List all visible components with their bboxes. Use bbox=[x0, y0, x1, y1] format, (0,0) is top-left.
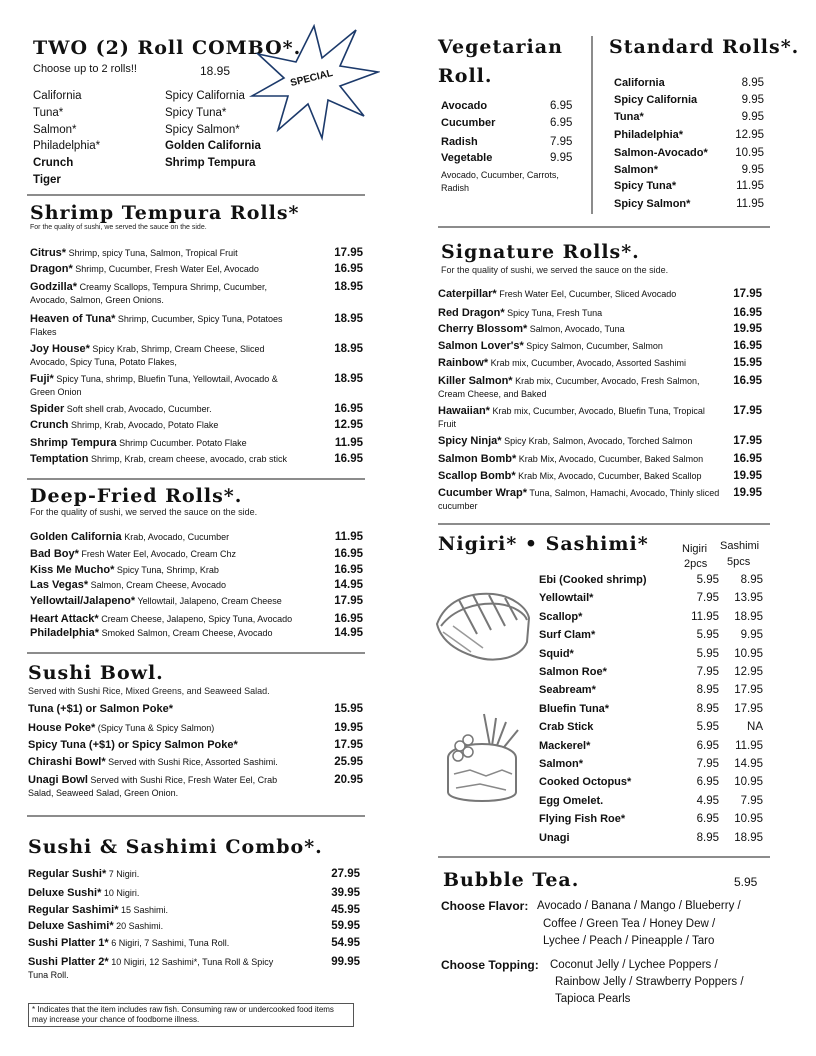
item-price: 11.95 bbox=[334, 437, 363, 449]
combo-option: Golden California bbox=[165, 140, 261, 153]
nigiri-item: Salmon* bbox=[539, 758, 584, 770]
item-name: Salmon Bomb* bbox=[438, 453, 517, 465]
nigiri-price: 5.95 bbox=[696, 721, 719, 734]
nigiri-item: Crab Stick bbox=[539, 721, 594, 734]
item-price: 18.95 bbox=[334, 281, 363, 293]
standard-item: Spicy Tuna* bbox=[614, 180, 677, 192]
menu-item bbox=[30, 595, 310, 608]
standard-list bbox=[614, 77, 770, 217]
item-desc: Krab Mix, Avocado, Cucumber, Baked Salmon bbox=[516, 454, 704, 464]
nigiri-col-pcs: 2pcs bbox=[684, 558, 708, 570]
item-name: Spicy Ninja* bbox=[438, 435, 502, 447]
item-price: 18.95 bbox=[334, 343, 363, 355]
item-price: 39.95 bbox=[331, 887, 360, 899]
nigiri-price: 4.95 bbox=[696, 794, 719, 807]
divider bbox=[438, 523, 770, 525]
item-name: Joy House* bbox=[30, 343, 90, 355]
sashimi-price: 13.95 bbox=[734, 592, 763, 605]
combo-option: Tuna* bbox=[33, 106, 64, 119]
sashimi-price: 18.95 bbox=[734, 831, 763, 844]
topping-line-3: Tapioca Pearls bbox=[555, 993, 631, 1005]
nigiri-price: 8.95 bbox=[696, 702, 719, 715]
item-name: Red Dragon* bbox=[438, 307, 505, 319]
item-desc: Served with Sushi Rice, Fresh Water Eel, Crab Salad, Seaweed Salad, Green Onion. bbox=[28, 775, 278, 798]
item-price: 16.95 bbox=[334, 453, 363, 465]
item-desc: Salmon, Cream Cheese, Avocado bbox=[88, 580, 227, 590]
sashimi-price: 14.95 bbox=[734, 758, 763, 770]
menu-item bbox=[28, 756, 298, 769]
item-price: 16.95 bbox=[334, 548, 363, 560]
item-name: Las Vegas* bbox=[30, 579, 89, 591]
item-name: Philadelphia* bbox=[30, 627, 100, 639]
shrimp-list bbox=[30, 247, 368, 477]
menu-item bbox=[30, 373, 298, 399]
topping-line-1: Coconut Jelly / Lychee Poppers / bbox=[550, 959, 718, 971]
nigiri-list bbox=[539, 574, 769, 849]
item-desc: (Spicy Tuna & Spicy Salmon) bbox=[95, 723, 215, 733]
footnote: * Indicates that the item includes raw fish. Consuming raw or undercooked food items may increase your chance of foodborne illness. bbox=[28, 1003, 354, 1027]
menu-item bbox=[30, 247, 298, 260]
item-price: 17.95 bbox=[334, 247, 363, 259]
divider bbox=[438, 226, 770, 228]
item-price: 16.95 bbox=[733, 453, 762, 465]
item-price: 18.95 bbox=[334, 313, 363, 325]
menu-item bbox=[438, 340, 724, 353]
item-name: Heaven of Tuna* bbox=[30, 313, 116, 325]
menu-item bbox=[438, 405, 724, 431]
topping-label: Choose Topping: bbox=[441, 958, 539, 972]
item-desc: Shrimp Cucumber. Potato Flake bbox=[116, 438, 247, 448]
menu-item bbox=[28, 937, 278, 950]
combo-option: Spicy Salmon* bbox=[165, 123, 240, 136]
menu-item bbox=[438, 487, 724, 513]
divider-vertical bbox=[591, 36, 593, 214]
sashimi-price: 10.95 bbox=[734, 647, 763, 660]
nigiri-item: Ebi (Cooked shrimp) bbox=[539, 574, 647, 586]
menu-item bbox=[30, 627, 310, 640]
item-price: 17.95 bbox=[733, 288, 762, 300]
veg-price: 9.95 bbox=[550, 152, 573, 164]
item-name: Crunch bbox=[30, 419, 69, 431]
standard-item: Spicy California bbox=[614, 94, 698, 106]
veg-item: Cucumber bbox=[441, 117, 496, 129]
item-desc: Smoked Salmon, Cream Cheese, Avocado bbox=[99, 628, 273, 638]
item-desc: 10 Nigiri, 12 Sashimi*, Tuna Roll & Spicy Tuna Roll. bbox=[28, 957, 274, 980]
item-price: 14.95 bbox=[334, 579, 363, 591]
menu-item bbox=[438, 288, 724, 301]
item-desc: Krab mix, Cucumber, Avocado, Assorted Sashimi bbox=[488, 358, 687, 368]
item-desc: 6 Nigiri, 7 Sashimi, Tuna Roll. bbox=[108, 938, 230, 948]
item-desc: Creamy Scallops, Tempura Shrimp, Cucumber, Avocado, Salmon, Green Onions. bbox=[30, 282, 267, 305]
combo-option: California bbox=[33, 90, 82, 102]
item-price: 17.95 bbox=[334, 739, 363, 751]
menu-item bbox=[30, 531, 310, 544]
nigiri-item: Bluefin Tuna* bbox=[539, 702, 610, 715]
standard-price: 9.95 bbox=[741, 94, 764, 106]
standard-price: 12.95 bbox=[735, 129, 764, 141]
item-price: 19.95 bbox=[733, 323, 762, 335]
veg-price: 6.95 bbox=[550, 117, 573, 129]
menu-item bbox=[30, 548, 310, 561]
item-desc: Krab Mix, Avocado, Cucumber, Baked Scallop bbox=[515, 471, 702, 481]
menu-item bbox=[30, 453, 298, 466]
item-desc: Shrimp, Cucumber, Spicy Tuna, Potatoes Flakes bbox=[30, 314, 283, 337]
item-name: Tuna (+$1) or Salmon Poke* bbox=[28, 703, 173, 715]
combo-option: Tiger bbox=[33, 174, 61, 186]
item-desc: Spicy Krab, Salmon, Avocado, Torched Salmon bbox=[501, 436, 693, 446]
deep-list bbox=[30, 531, 368, 651]
sashimi-price: 17.95 bbox=[734, 684, 763, 697]
standard-item: Spicy Salmon* bbox=[614, 198, 691, 210]
standard-price: 9.95 bbox=[741, 111, 764, 123]
menu-item bbox=[438, 375, 724, 401]
item-desc: Shrimp, spicy Tuna, Salmon, Tropical Fruit bbox=[66, 248, 238, 258]
item-desc: Shrimp, Krab, Avocado, Potato Flake bbox=[68, 420, 219, 430]
item-desc: Spicy Tuna, shrimp, Bluefin Tuna, Yellowtail, Avocado & Green Onion bbox=[30, 374, 278, 397]
item-desc: Spicy Krab, Shrimp, Cream Cheese, Sliced Avocado, Spicy Tuna, Potato Flakes, bbox=[30, 344, 265, 367]
veg-item: Vegetable bbox=[441, 152, 493, 164]
item-name: Killer Salmon* bbox=[438, 375, 513, 387]
item-name: Scallop Bomb* bbox=[438, 470, 516, 482]
nigiri-price: 6.95 bbox=[696, 739, 719, 752]
menu-item bbox=[28, 722, 298, 735]
item-name: Fuji* bbox=[30, 373, 54, 385]
nigiri-item: Scallop* bbox=[539, 610, 583, 623]
combo-option: Spicy California bbox=[165, 90, 245, 102]
bowl-title: Sushi Bowl. bbox=[28, 662, 164, 684]
item-price: 16.95 bbox=[733, 340, 762, 352]
item-desc: 7 Nigiri. bbox=[106, 869, 140, 879]
flavor-label: Choose Flavor: bbox=[441, 899, 529, 913]
standard-item: Salmon-Avocado* bbox=[614, 147, 708, 159]
menu-item bbox=[30, 263, 298, 276]
item-price: 19.95 bbox=[334, 722, 363, 734]
item-desc: Yellowtail, Jalapeno, Cream Cheese bbox=[135, 596, 282, 606]
menu-item bbox=[30, 403, 298, 416]
item-price: 16.95 bbox=[334, 403, 363, 415]
item-desc: 10 Nigiri. bbox=[101, 888, 140, 898]
sashimi-col-pcs: 5pcs bbox=[727, 556, 751, 568]
bubble-price: 5.95 bbox=[734, 875, 758, 889]
item-name: Regular Sashimi* bbox=[28, 904, 119, 916]
item-name: Caterpillar* bbox=[438, 288, 497, 300]
item-name: Spicy Tuna (+$1) or Spicy Salmon Poke* bbox=[28, 739, 238, 751]
combo-option: Philadelphia* bbox=[33, 140, 101, 153]
item-name: Cucumber Wrap* bbox=[438, 487, 528, 499]
item-name: Dragon* bbox=[30, 263, 73, 275]
item-name: Regular Sushi* bbox=[28, 868, 107, 880]
nigiri-item: Seabream* bbox=[539, 684, 596, 697]
item-price: 59.95 bbox=[331, 920, 360, 932]
flavor-line-1: Avocado / Banana / Mango / Blueberry / bbox=[537, 900, 741, 912]
maki-roll-icon bbox=[440, 712, 525, 808]
item-price: 25.95 bbox=[334, 756, 363, 768]
nigiri-col-head: Nigiri bbox=[682, 543, 708, 555]
item-name: Yellowtail/Jalapeno* bbox=[30, 595, 136, 607]
item-name: Cherry Blossom* bbox=[438, 323, 528, 335]
nigiri-item: Yellowtail* bbox=[539, 592, 594, 605]
menu-item bbox=[438, 307, 724, 320]
menu-item bbox=[30, 343, 298, 369]
menu-item bbox=[438, 357, 724, 370]
sashimi-price: NA bbox=[747, 721, 763, 734]
item-desc: Fresh Water Eel, Avocado, Cream Chz bbox=[78, 549, 236, 559]
item-price: 27.95 bbox=[331, 868, 360, 880]
item-price: 17.95 bbox=[733, 435, 762, 447]
nigiri-price: 5.95 bbox=[696, 647, 719, 660]
nigiri-price: 6.95 bbox=[696, 776, 719, 789]
combo-title: TWO (2) Roll COMBO*. bbox=[33, 37, 302, 59]
standard-item: Salmon* bbox=[614, 164, 659, 176]
sashimi-price: 12.95 bbox=[734, 666, 763, 678]
item-name: Shrimp Tempura bbox=[30, 437, 117, 449]
divider bbox=[27, 478, 365, 480]
item-name: Unagi Bowl bbox=[28, 774, 88, 786]
nigiri-item: Squid* bbox=[539, 647, 574, 660]
item-price: 19.95 bbox=[733, 487, 762, 499]
sashimi-price: 11.95 bbox=[735, 739, 763, 752]
combo2-title: Sushi & Sashimi Combo*. bbox=[28, 836, 323, 858]
sashimi-price: 8.95 bbox=[740, 574, 763, 586]
item-name: Spider bbox=[30, 403, 65, 415]
nigiri-price: 5.95 bbox=[696, 574, 719, 586]
nigiri-price: 7.95 bbox=[696, 758, 719, 770]
item-desc: Spicy Tuna, Shrimp, Krab bbox=[114, 565, 219, 575]
item-desc: 20 Sashimi. bbox=[113, 921, 164, 931]
item-name: Deluxe Sushi* bbox=[28, 887, 102, 899]
standard-price: 9.95 bbox=[741, 164, 764, 176]
menu-item bbox=[28, 868, 278, 881]
item-name: Golden California bbox=[30, 531, 122, 543]
signature-list bbox=[438, 288, 764, 518]
item-name: Rainbow* bbox=[438, 357, 489, 369]
standard-item: Philadelphia* bbox=[614, 129, 684, 141]
item-name: Sushi Platter 2* bbox=[28, 956, 109, 968]
item-desc: Fresh Water Eel, Cucumber, Sliced Avocado bbox=[496, 289, 677, 299]
nigiri-item: Surf Clam* bbox=[539, 629, 596, 642]
nigiri-icon bbox=[433, 584, 533, 666]
veg-list bbox=[441, 100, 581, 164]
item-name: Temptation bbox=[30, 453, 89, 465]
nigiri-item: Cooked Octopus* bbox=[539, 776, 632, 789]
item-price: 16.95 bbox=[334, 263, 363, 275]
item-price: 99.95 bbox=[331, 956, 360, 968]
item-name: Hawaiian* bbox=[438, 405, 490, 417]
menu-item bbox=[28, 739, 298, 752]
item-desc: Shrimp, Krab, cream cheese, avocado, crab stick bbox=[88, 454, 288, 464]
nigiri-item: Salmon Roe* bbox=[539, 666, 607, 678]
item-desc: Shrimp, Cucumber, Fresh Water Eel, Avocado bbox=[72, 264, 259, 274]
veg-price: 6.95 bbox=[550, 100, 573, 112]
menu-item bbox=[438, 435, 724, 448]
bubble-title: Bubble Tea. bbox=[443, 869, 580, 891]
standard-item: California bbox=[614, 77, 665, 89]
item-name: Deluxe Sashimi* bbox=[28, 920, 114, 932]
item-price: 19.95 bbox=[733, 470, 762, 482]
item-name: Bad Boy* bbox=[30, 548, 79, 560]
standard-item: Tuna* bbox=[614, 111, 644, 123]
veg-price: 7.95 bbox=[550, 136, 573, 148]
item-name: Heart Attack* bbox=[30, 613, 99, 625]
menu-item bbox=[28, 956, 278, 982]
divider bbox=[27, 652, 365, 654]
combo-option: Spicy Tuna* bbox=[165, 106, 227, 119]
nigiri-item: Egg Omelet. bbox=[539, 794, 604, 807]
nigiri-price: 8.95 bbox=[696, 831, 719, 844]
item-price: 16.95 bbox=[733, 307, 762, 319]
nigiri-item: Mackerel* bbox=[539, 739, 591, 752]
item-desc: Spicy Salmon, Cucumber, Salmon bbox=[523, 341, 663, 351]
veg-item: Avocado bbox=[441, 100, 488, 112]
item-price: 11.95 bbox=[334, 531, 363, 543]
nigiri-item: Unagi bbox=[539, 831, 570, 844]
item-desc: Tuna, Salmon, Hamachi, Avocado, Thinly sliced cucumber bbox=[438, 488, 720, 511]
combo-option: Crunch bbox=[33, 157, 74, 170]
standard-price: 11.95 bbox=[736, 180, 764, 192]
nigiri-price: 7.95 bbox=[696, 592, 719, 605]
item-desc: Cream Cheese, Jalapeno, Spicy Tuna, Avocado bbox=[98, 614, 293, 624]
item-name: House Poke* bbox=[28, 722, 96, 734]
bowl-sub: Served with Sushi Rice, Mixed Greens, and Seaweed Salad. bbox=[28, 686, 270, 696]
sashimi-price: 17.95 bbox=[734, 702, 763, 715]
nigiri-price: 5.95 bbox=[696, 629, 719, 642]
item-name: Sushi Platter 1* bbox=[28, 937, 109, 949]
menu-item bbox=[30, 437, 298, 450]
signature-sub: For the quality of sushi, we served the sauce on the side. bbox=[441, 265, 669, 275]
sashimi-price: 10.95 bbox=[734, 776, 763, 789]
menu-item bbox=[30, 281, 298, 307]
item-desc: Krab mix, Cucumber, Avocado, Fresh Salmon, Cream Cheese, and Baked bbox=[438, 376, 700, 399]
nigiri-price: 11.95 bbox=[691, 610, 719, 623]
veg-title-2: Roll. bbox=[438, 65, 493, 87]
veg-item: Radish bbox=[441, 136, 478, 148]
menu-item bbox=[438, 470, 724, 483]
menu-item bbox=[438, 323, 724, 336]
menu-item bbox=[30, 419, 298, 432]
shrimp-sub: For the quality of sushi, we served the sauce on the side. bbox=[30, 224, 207, 231]
deep-sub: For the quality of sushi, we served the sauce on the side. bbox=[30, 507, 258, 517]
standard-price: 11.95 bbox=[736, 198, 764, 210]
item-desc: Served with Sushi Rice, Assorted Sashimi. bbox=[105, 757, 278, 767]
item-price: 14.95 bbox=[334, 627, 363, 639]
combo-option: Salmon* bbox=[33, 123, 77, 136]
sashimi-price: 10.95 bbox=[734, 813, 763, 826]
divider bbox=[27, 194, 365, 196]
sashimi-price: 18.95 bbox=[734, 610, 763, 623]
nigiri-title: Nigiri* • Sashimi* bbox=[438, 533, 649, 555]
item-price: 54.95 bbox=[331, 937, 360, 949]
combo-note: Choose up to 2 rolls!! bbox=[33, 63, 137, 75]
item-price: 20.95 bbox=[334, 774, 363, 786]
item-desc: Soft shell crab, Avocado, Cucumber. bbox=[64, 404, 212, 414]
item-name: Kiss Me Mucho* bbox=[30, 564, 115, 576]
item-price: 16.95 bbox=[334, 564, 363, 576]
item-price: 18.95 bbox=[334, 373, 363, 385]
item-name: Godzilla* bbox=[30, 281, 78, 293]
item-price: 45.95 bbox=[331, 904, 360, 916]
menu-item bbox=[28, 703, 298, 716]
veg-title: Vegetarian bbox=[438, 36, 563, 58]
veg-desc: Avocado, Cucumber, Carrots, Radish bbox=[441, 170, 559, 193]
item-price: 15.95 bbox=[733, 357, 762, 369]
topping-line-2: Rainbow Jelly / Strawberry Poppers / bbox=[555, 976, 744, 988]
menu-item bbox=[30, 579, 310, 592]
item-price: 17.95 bbox=[334, 595, 363, 607]
flavor-line-2: Coffee / Green Tea / Honey Dew / bbox=[543, 918, 716, 930]
menu-item bbox=[28, 904, 278, 917]
combo-option: Shrimp Tempura bbox=[165, 157, 256, 170]
bowl-list bbox=[28, 703, 368, 808]
combo2-list bbox=[28, 868, 368, 993]
item-name: Citrus* bbox=[30, 247, 67, 259]
menu-item bbox=[28, 887, 278, 900]
standard-title: Standard Rolls*. bbox=[609, 36, 800, 58]
nigiri-item: Flying Fish Roe* bbox=[539, 813, 626, 826]
nigiri-price: 7.95 bbox=[696, 666, 719, 678]
sashimi-price: 7.95 bbox=[740, 794, 763, 807]
item-name: Chirashi Bowl* bbox=[28, 756, 106, 768]
item-desc: Krab, Avocado, Cucumber bbox=[121, 532, 230, 542]
menu-item bbox=[30, 564, 310, 577]
divider bbox=[27, 815, 365, 817]
item-desc: Spicy Tuna, Fresh Tuna bbox=[504, 308, 603, 318]
item-desc: Salmon, Avocado, Tuna bbox=[527, 324, 625, 334]
sashimi-price: 9.95 bbox=[740, 629, 763, 642]
item-desc: 15 Sashimi. bbox=[118, 905, 169, 915]
item-price: 12.95 bbox=[334, 419, 363, 431]
menu-item bbox=[28, 774, 298, 800]
deep-title: Deep-Fried Rolls*. bbox=[30, 485, 243, 507]
item-price: 17.95 bbox=[733, 405, 762, 417]
nigiri-price: 6.95 bbox=[696, 813, 719, 826]
standard-price: 8.95 bbox=[741, 77, 764, 89]
item-price: 15.95 bbox=[334, 703, 363, 715]
shrimp-title: Shrimp Tempura Rolls* bbox=[30, 202, 300, 224]
flavor-line-3: Lychee / Peach / Pineapple / Taro bbox=[543, 935, 715, 947]
standard-price: 10.95 bbox=[735, 147, 764, 159]
item-price: 16.95 bbox=[733, 375, 762, 387]
menu-item bbox=[438, 453, 724, 466]
combo-price: 18.95 bbox=[200, 64, 231, 78]
divider bbox=[438, 856, 770, 858]
signature-title: Signature Rolls*. bbox=[441, 241, 640, 263]
menu-item bbox=[30, 313, 298, 339]
item-name: Salmon Lover's* bbox=[438, 340, 524, 352]
item-price: 16.95 bbox=[334, 613, 363, 625]
special-label: SPECIAL bbox=[289, 67, 335, 90]
sashimi-col-head: Sashimi bbox=[720, 540, 760, 552]
nigiri-price: 8.95 bbox=[696, 684, 719, 697]
menu-item bbox=[28, 920, 278, 933]
item-desc: Krab mix, Cucumber, Avocado, Bluefin Tuna, Tropical Fruit bbox=[438, 406, 705, 429]
menu-item bbox=[30, 613, 310, 626]
